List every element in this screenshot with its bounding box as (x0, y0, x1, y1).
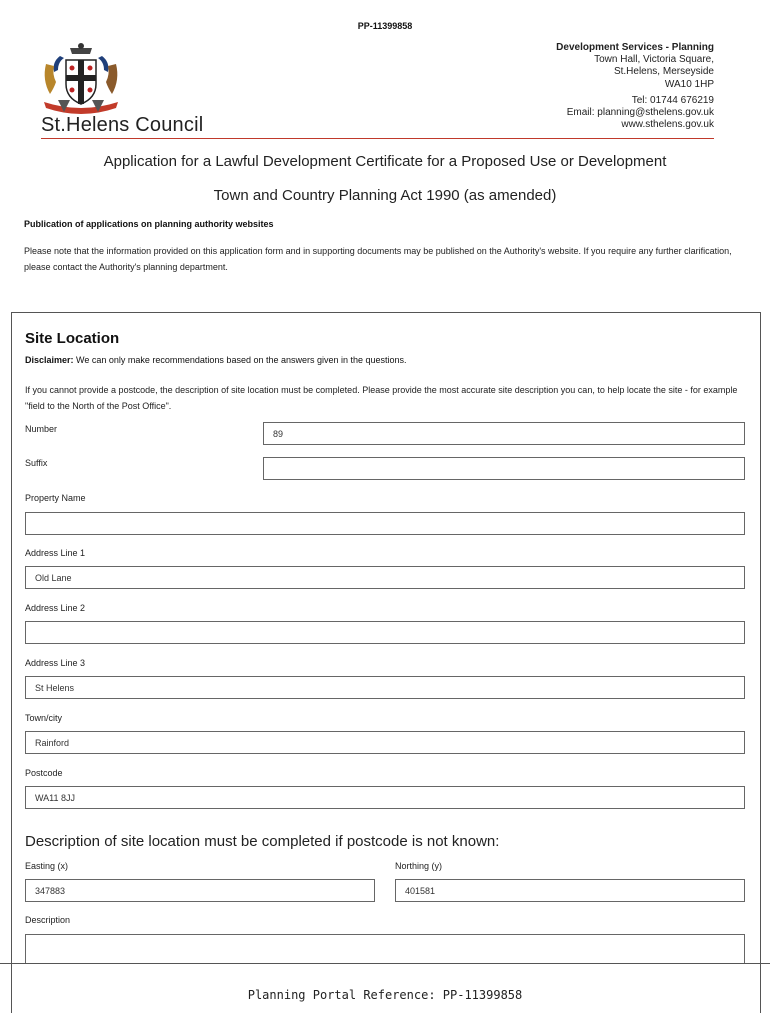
act-title: Town and Country Planning Act 1990 (as amended) (213, 187, 557, 204)
page-bottom-divider (0, 963, 770, 964)
easting-label: Easting (x) (25, 861, 69, 871)
postcode-label: Postcode (25, 768, 63, 778)
description-label: Description (25, 915, 71, 925)
site-info-text: If you cannot provide a postcode, the description of site location must be completed. Please provide the most accurate site description you can, to help locate the site - for example "field to the North of the Post Office". (25, 385, 738, 411)
address1-field[interactable]: Old Lane (25, 566, 745, 589)
property-name-field[interactable] (25, 512, 745, 535)
suffix-label: Suffix (25, 458, 48, 468)
address2-field[interactable] (25, 621, 745, 644)
address3-field[interactable]: St Helens (25, 676, 745, 699)
easting-field[interactable]: 347883 (25, 879, 375, 902)
northing-field[interactable]: 401581 (395, 879, 745, 902)
postcode-field[interactable]: WA11 8JJ (25, 786, 745, 809)
department-name: Development Services - Planning (556, 42, 714, 53)
description-heading: Description of site location must be completed if postcode is not known: (25, 833, 500, 850)
telephone: Tel: 01744 676219 (631, 94, 714, 106)
footer-reference: Planning Portal Reference: PP-11399858 (247, 988, 523, 1002)
section-title: Site Location (25, 330, 120, 347)
address1-label: Address Line 1 (25, 548, 86, 558)
disclaimer-text: We can only make recommendations based on the answers given in the questions. (73, 355, 407, 365)
town-field[interactable]: Rainford (25, 731, 745, 754)
suffix-field[interactable] (263, 457, 745, 480)
site-location-panel (11, 312, 761, 1013)
address2-label: Address Line 2 (25, 603, 86, 613)
property-name-label: Property Name (25, 493, 86, 503)
council-address-block (556, 42, 714, 131)
northing-label: Northing (y) (395, 861, 443, 871)
publication-note: Please note that the information provided on this application form and in supporting documents may be published on the Authority's website. If you require any further clarification, please contact the Authority's planning department. (24, 246, 732, 272)
address-line: Town Hall, Victoria Square, (594, 54, 714, 66)
reference-number-top: PP-11399858 (357, 21, 413, 31)
council-crest-logo (40, 42, 122, 118)
council-name: St.Helens Council (41, 114, 204, 136)
publication-heading: Publication of applications on planning authority websites (24, 219, 274, 229)
address-line: St.Helens, Merseyside (613, 66, 714, 78)
website: www.sthelens.gov.uk (621, 119, 714, 131)
disclaimer-label: Disclaimer: (25, 355, 74, 365)
town-label: Town/city (25, 713, 63, 723)
address3-label: Address Line 3 (25, 658, 86, 668)
number-label: Number (25, 424, 58, 434)
disclaimer (25, 355, 407, 365)
number-field[interactable]: 89 (263, 422, 745, 445)
description-field[interactable] (25, 934, 745, 963)
header-divider (41, 138, 714, 139)
form-title: Application for a Lawful Development Certificate for a Proposed Use or Development (103, 153, 667, 170)
email: Email: planning@sthelens.gov.uk (566, 107, 714, 119)
address-line: WA10 1HP (664, 78, 714, 90)
